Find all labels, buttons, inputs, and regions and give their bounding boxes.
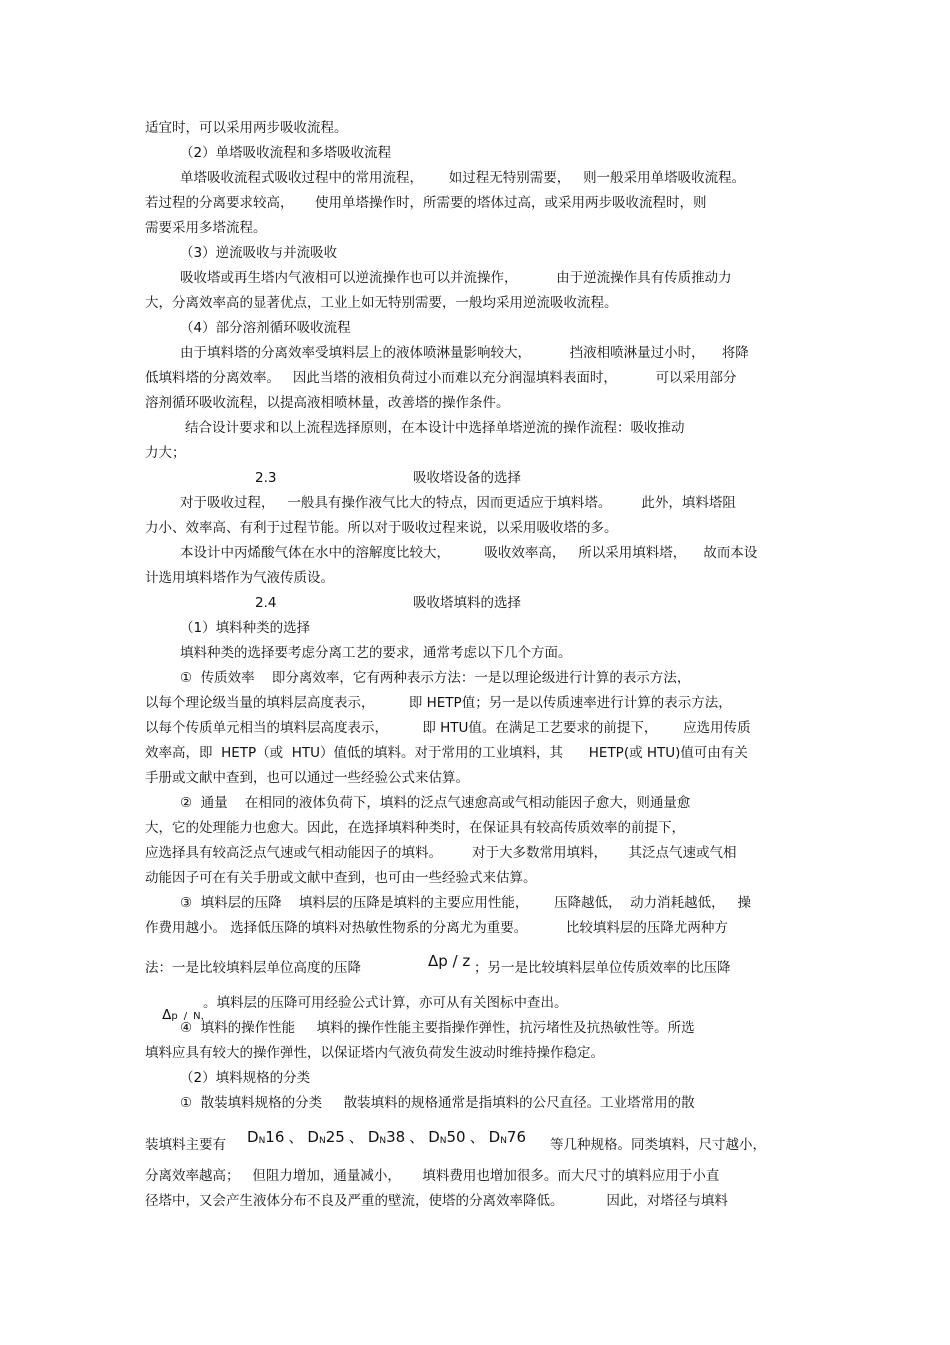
text-line: 若过程的分离要求较高， 使用单塔操作时，所需要的塔体过高，或采用两步吸收流程时，则 (145, 195, 707, 211)
dn-sep: 、 (469, 1128, 485, 1146)
text-line: 装填料主要有 (145, 1137, 226, 1153)
text-line: 低填料塔的分离效率。 因此当塔的液相负荷过小而难以充分润湿填料表面时， 可以采用部分 (145, 370, 737, 386)
formula-delta: Δ (162, 1006, 172, 1023)
formula-dp-z: Δp / z (428, 952, 471, 970)
dn-d: D (247, 1128, 259, 1146)
dn-sub: N (258, 1136, 266, 1146)
section-title: 吸收塔设备的选择 (413, 470, 521, 486)
text-line: 应选择具有较高泛点气速或气相动能因子的填料。 对于大多数常用填料， 其泛点气速或气相 (145, 845, 737, 861)
text-line: 由于填料塔的分离效率受填料层上的液体喷淋量影响较大， 挡液相喷淋量过小时， 将降 (180, 345, 749, 361)
text-line: 结合设计要求和以上流程选择原则，在本设计中选择单塔逆流的操作流程：吸收推动 (185, 420, 685, 436)
dn-size: 38 (386, 1128, 406, 1146)
formula-n: N (193, 1010, 201, 1022)
text-line: 动能因子可在有关手册或文献中查到，也可由一些经验式来估算。 (145, 870, 537, 886)
text-line: 作费用越小。 选择低压降的填料对热敏性物系的分离尤为重要。 比较填料层的压降尤两种方 (145, 920, 728, 936)
text-line: 溶剂循环吸收流程，以提高液相喷林量，改善塔的操作条件。 (145, 395, 510, 411)
text-line: ；另一是比较填料层单位传质效率的比压降 (474, 960, 731, 976)
text-line: 效率高，即 HETP（或 HTU）值低的填料。对于常用的工业填料，其 HETP(或 HTU)值可由有关 (145, 745, 748, 761)
dn-size: 50 (446, 1128, 466, 1146)
dn-sub: N (318, 1136, 326, 1146)
text-line: 本设计中丙烯酸气体在水中的溶解度比较大， 吸收效率高， 所以采用填料塔， 故而本设 (180, 545, 758, 561)
subheading: （2）单塔吸收流程和多塔吸收流程 (180, 145, 392, 161)
section-number: 2.3 (255, 470, 277, 486)
dn-size: 16 (265, 1128, 285, 1146)
text-line: 对于吸收过程， 一般具有操作液气比大的特点，因而更适应于填料塔。 此外，填料塔阻 (180, 495, 736, 511)
dn-d: D (367, 1128, 380, 1146)
text-line: 填料种类的选择要考虑分离工艺的要求，通常考虑以下几个方面。 (180, 645, 572, 661)
text-line: 力小、效率高、有利于过程节能。所以对于吸收过程来说，以采用吸收塔的多。 (145, 520, 618, 536)
formula-comma: ， (200, 1010, 211, 1022)
section-number: 2.4 (255, 595, 277, 611)
text-line: ④ 填料的操作性能 填料的操作性能主要指操作弹性，抗污堵性及抗热敏性等。所选 (180, 1020, 695, 1036)
text-line: ① 散装填料规格的分类 散装填料的规格通常是指填料的公尺直径。工业塔常用的散 (180, 1095, 695, 1111)
text-line: 以每个理论级当量的填料层高度表示， 即 HETP值；另一是以传质速率进行计算的表示方法， (145, 695, 732, 711)
text-line: 单塔吸收流程式吸收过程中的常用流程， 如过程无特别需要， 则一般采用单塔吸收流程。 (180, 170, 746, 186)
text-line: 吸收塔或再生塔内气液相可以逆流操作也可以并流操作， 由于逆流操作具有传质推动力 (180, 270, 732, 286)
dn-size: 76 (506, 1128, 527, 1146)
text-line: 。填料层的压降可用经验公式计算，亦可从有关图标中查出。 (203, 995, 568, 1011)
subheading: （4）部分溶剂循环吸收流程 (180, 320, 351, 336)
text-line: 分离效率越高； 但阻力增加，通量减小， 填料费用也增加很多。而大尺寸的填料应用于小直 (145, 1168, 720, 1184)
dn-sub: N (379, 1136, 387, 1146)
dn-size-list (247, 1130, 526, 1146)
subheading: （3）逆流吸收与并流吸收 (180, 245, 338, 261)
text-line: ③ 填料层的压降 填料层的压降是填料的主要应用性能， 压降越低， 动力消耗越低， 操 (180, 895, 752, 911)
formula-slash: / (183, 1010, 188, 1022)
dn-sub: N (439, 1136, 447, 1146)
dn-d: D (307, 1128, 319, 1146)
dn-d: D (428, 1128, 440, 1146)
text-line: 力大； (145, 445, 186, 461)
text-line: 大，分离效率高的显著优点，工业上如无特别需要，一般均采用逆流吸收流程。 (145, 295, 618, 311)
subheading: （1）填料种类的选择 (180, 620, 311, 636)
text-line: 填料应具有较大的操作弹性，以保证塔内气液负荷发生波动时维持操作稳定。 (145, 1045, 604, 1061)
text-line: 等几种规格。同类填料，尺寸越小， (550, 1137, 766, 1153)
dn-sub: N (500, 1136, 507, 1146)
text-line: ① 传质效率 即分离效率，它有两种表示方法：一是以理论级进行计算的表示方法， (180, 670, 691, 686)
text-line: 手册或文献中查到，也可以通过一些经验公式来估算。 (145, 770, 469, 786)
text-line: ② 通量 在相同的液体负荷下，填料的泛点气速愈高或气相动能因子愈大，则通量愈 (180, 795, 691, 811)
text-line: 法：一是比较填料层单位高度的压降 (145, 960, 361, 976)
dn-d: D (488, 1128, 501, 1146)
section-title: 吸收塔填料的选择 (413, 595, 521, 611)
text-line: 适宜时，可以采用两步吸收流程。 (145, 120, 348, 136)
text-line: 大，它的处理能力也愈大。因此，在选择填料种类时，在保证具有较高传质效率的前提下， (145, 820, 685, 836)
text-line: 径塔中，又会产生液体分布不良及严重的壁流，使塔的分离效率降低。 因此，对塔径与填料 (145, 1193, 728, 1209)
dn-sep: 、 (348, 1128, 364, 1146)
subheading: （2）填料规格的分类 (180, 1070, 311, 1086)
text-line: 需要采用多塔流程。 (145, 220, 267, 236)
dn-sep: 、 (288, 1128, 304, 1146)
dn-size: 25 (325, 1128, 345, 1146)
formula-p: p (171, 1010, 178, 1022)
text-line: 计选用填料塔作为气液传质设。 (145, 570, 334, 586)
text-line: 以每个传质单元相当的填料层高度表示， 即 HTU值。在满足工艺要求的前提下， 应选用传质 (145, 720, 751, 736)
dn-sep: 、 (409, 1128, 425, 1146)
